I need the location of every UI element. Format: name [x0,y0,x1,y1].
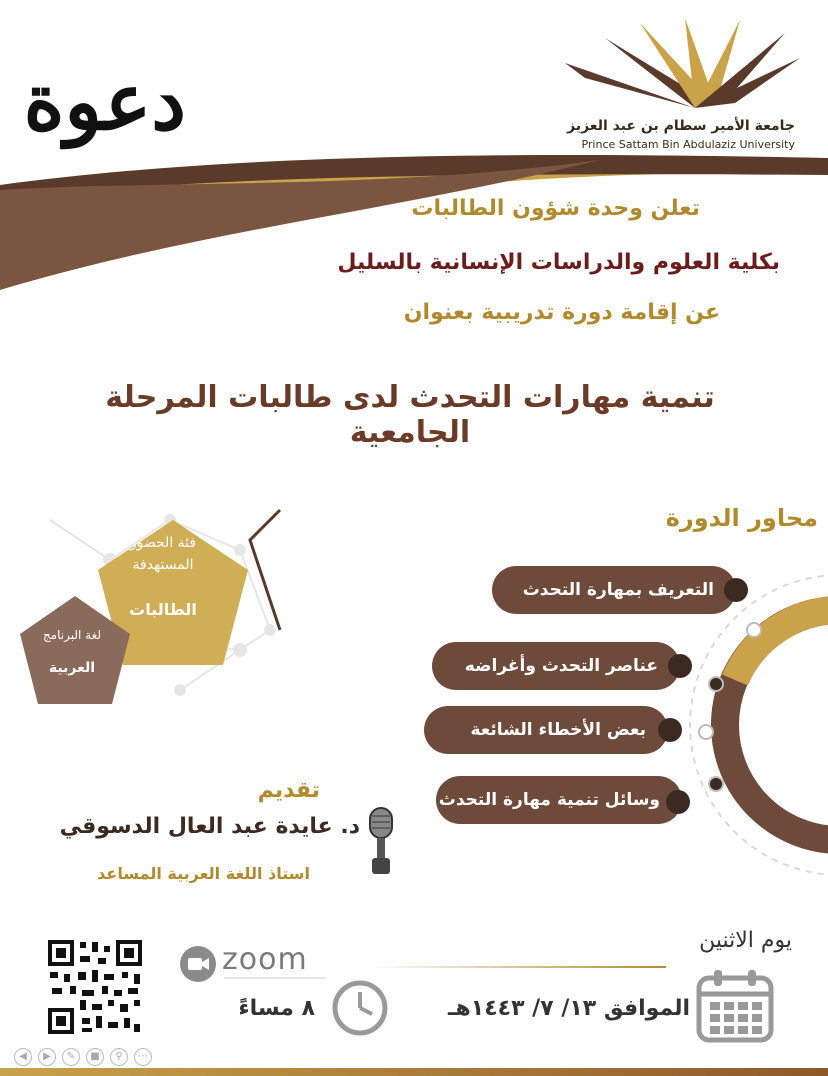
axis-item-2 [432,642,680,690]
play-icon[interactable]: ▶ [38,1048,56,1066]
presenter-title: استاذ اللغة العربية المساعد [97,864,310,883]
presenter-name: د. عايدة عبد العال الدسوقي [59,814,360,839]
axis-item-4 [436,776,682,824]
microphone-icon [364,806,398,878]
announcement-line-2: بكلية العلوم والدراسات الإنسانية بالسليل [337,250,780,275]
axis-item-3-label: بعض الأخطاء الشائعة [470,720,646,740]
course-title: تنمية مهارات التحدث لدى طالبات المرحلة الجامعية [105,380,715,450]
axis-dot-3 [658,718,682,742]
pen-icon[interactable]: ✎ [62,1048,80,1066]
viewer-toolbar [14,1044,224,1064]
announcement-line-3: عن إقامة دورة تدريبية بعنوان [403,300,720,325]
presented-by-heading: تقديم [257,778,320,803]
audience-label: فئة الحضور المستهدفة [129,535,197,573]
university-name-ar: جامعة الأمير سطام بن عبد العزيز [567,118,795,134]
clock-icon [332,980,388,1036]
university-logo [545,8,805,158]
zoom-logo-text: zoom [222,942,308,977]
ring-node-3 [698,724,714,740]
event-time: ٨ مساءً [238,996,315,1021]
axis-item-3 [424,706,668,754]
qr-code [46,938,144,1036]
zoom-magnifier-icon[interactable]: ⚲ [110,1048,128,1066]
university-name-en: Prince Sattam Bin Abdulaziz University [581,138,795,151]
ring-node-4 [708,776,724,792]
announcement-line-1: تعلن وحدة شؤون الطالبات [411,196,700,221]
axis-item-1 [492,566,736,614]
slides-icon[interactable]: ■ [86,1048,104,1066]
ring-node-1 [746,622,762,638]
language-label: لغة البرنامج [42,628,102,642]
axis-item-4-label: وسائل تنمية مهارة التحدث [438,790,660,810]
calendar-icon [696,968,774,1044]
invitation-calligraphy: دعوة [23,57,186,148]
divider-line [370,966,666,968]
bottom-bar [0,1068,828,1076]
axis-dot-1 [724,578,748,602]
axis-item-1-label: التعريف بمهارة التحدث [522,580,714,600]
language-value: العربية [48,660,96,676]
axis-dot-4 [666,790,690,814]
header-swoosh [0,150,828,300]
axis-item-2-label: عناصر التحدث وأغراضه [464,656,658,676]
audience-value: الطالبات [129,600,197,619]
event-date: الموافق ١٣/ ٧/ ١٤٤٣هـ [448,996,690,1021]
language-pentagon [20,596,130,704]
prev-icon[interactable]: ◀ [14,1048,32,1066]
axis-dot-2 [668,654,692,678]
axes-title: محاور الدورة [665,504,818,532]
ring-node-2 [708,676,724,692]
more-icon[interactable]: ⋯ [134,1048,152,1066]
event-day: يوم الاثنين [699,928,792,953]
